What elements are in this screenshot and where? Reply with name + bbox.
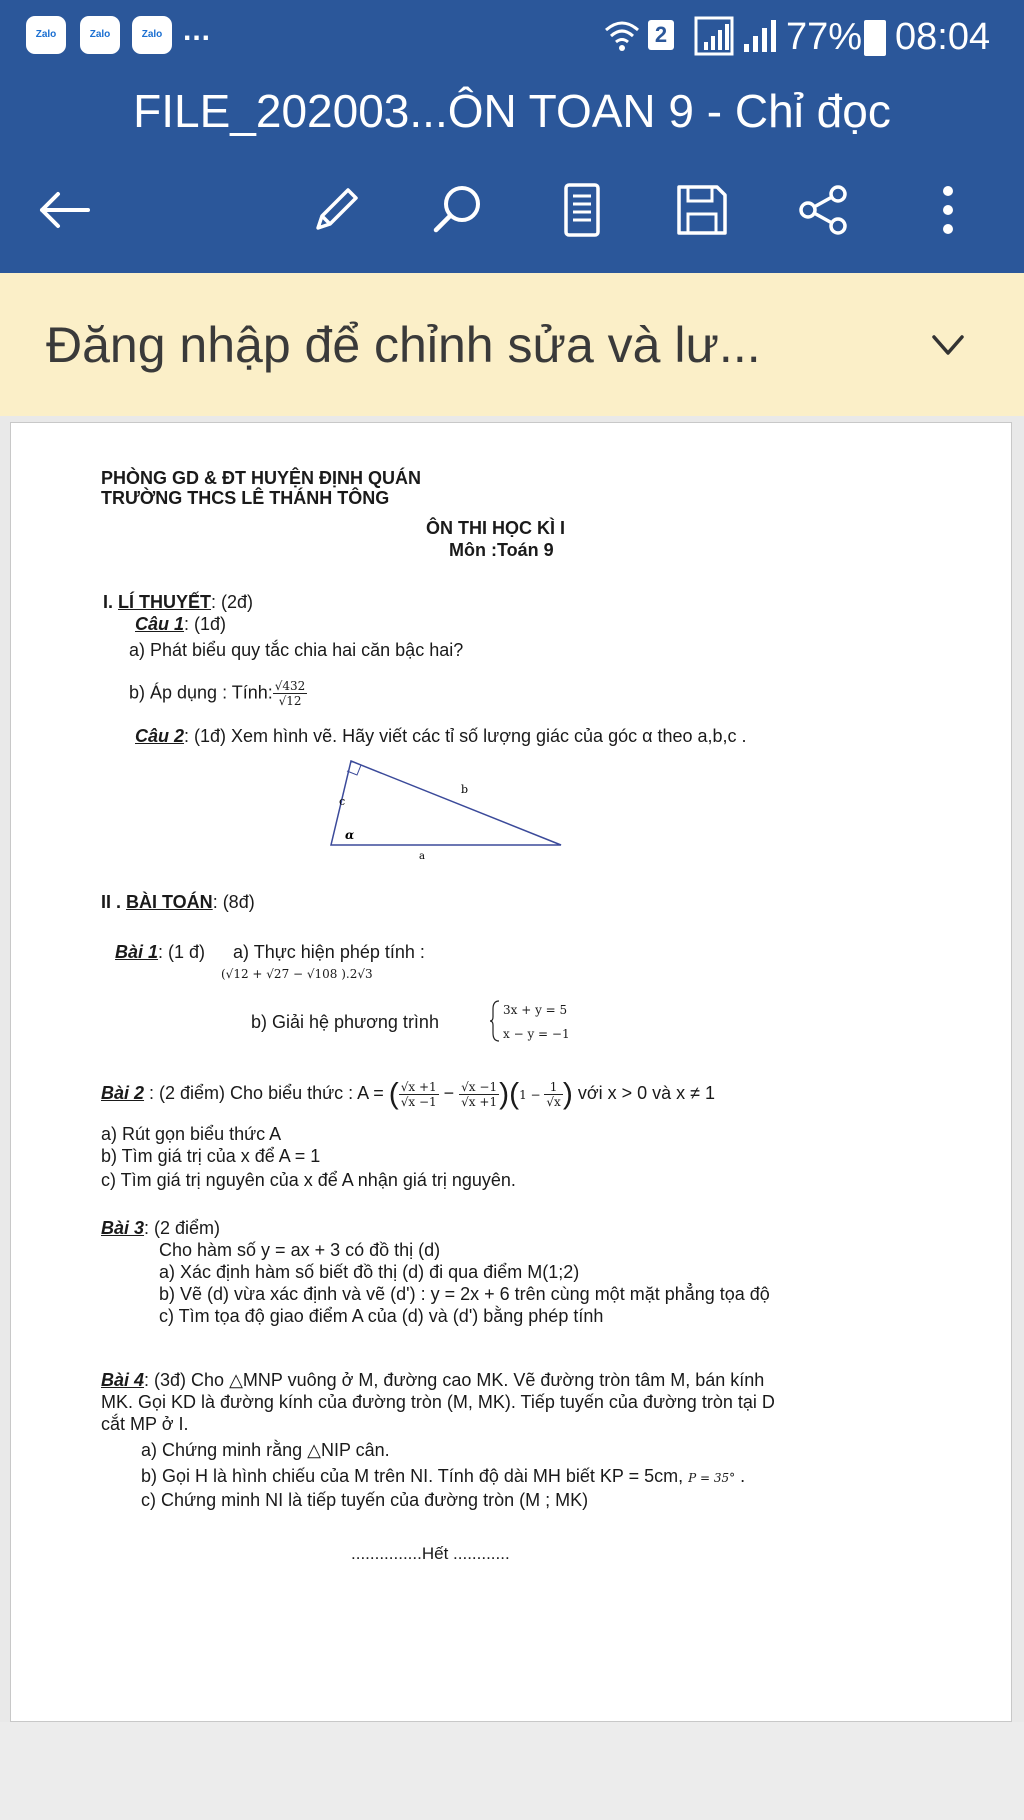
problem3-part-b: b) Vẽ (d) vừa xác định và vẽ (d') : y = 2x + 6 trên cùng một mặt phẳng tọa độ <box>159 1284 770 1304</box>
system-equation-1: 3x + y = 5 <box>503 1003 568 1017</box>
section2-points: : (8đ) <box>212 892 255 912</box>
more-vert-icon <box>938 182 958 238</box>
problem4-line-3: cắt MP ở I. <box>101 1414 189 1434</box>
section1-prefix: I. <box>103 592 119 612</box>
question1-fraction-numerator: √432 <box>274 679 306 693</box>
wifi-icon <box>604 18 640 54</box>
zalo-notification-icon: Zalo <box>80 16 120 54</box>
clock: 08:04 <box>895 16 991 58</box>
chevron-down-icon[interactable] <box>928 325 968 365</box>
fraction-1-numerator: √x +1 <box>400 1079 437 1094</box>
problem4-line-2: MK. Gọi KD là đường kính của đường tròn (M, MK). Tiếp tuyến của đường tròn tại D <box>101 1392 775 1412</box>
problem4-part-b-end: . <box>735 1466 746 1486</box>
school-name: TRƯỜNG THCS LÊ THÁNH TÔNG <box>101 488 390 508</box>
fraction-3-numerator: 1 <box>544 1080 562 1095</box>
problem3-intro: Cho hàm số y = ax + 3 có đồ thị (d) <box>159 1240 441 1260</box>
problem1-part-b: b) Giải hệ phương trình <box>251 1012 439 1032</box>
problem4-line-1 <box>101 1369 764 1391</box>
end-marker: ...............Hết ............ <box>351 1544 510 1563</box>
section1-heading <box>103 591 253 613</box>
question1-label: Câu 1 <box>135 614 185 634</box>
sign-in-banner-text: Đăng nhập để chỉnh sửa và lư... <box>46 317 761 373</box>
question1-fraction <box>273 679 308 708</box>
problem2-part-c: c) Tìm giá trị nguyên của x để A nhận giá trị nguyên. <box>101 1170 516 1190</box>
battery-percent: 77% <box>786 16 863 58</box>
problem2-fraction-1 <box>399 1080 439 1109</box>
problem3-part-c: c) Tìm tọa độ giao điểm A của (d) và (d') bằng phép tính <box>159 1306 604 1326</box>
back-arrow-icon <box>36 190 92 230</box>
battery-icon <box>864 20 886 56</box>
problem4-part-c: c) Chứng minh NI là tiếp tuyến của đường tròn (M ; MK) <box>141 1490 589 1510</box>
sign-in-banner[interactable] <box>0 273 1024 416</box>
problem2-fraction-2 <box>459 1080 499 1109</box>
section1-points: : (2đ) <box>211 592 254 612</box>
question1-fraction-denominator: √12 <box>278 694 302 708</box>
problem2-label: Bài 2 <box>101 1083 145 1103</box>
save-icon <box>674 182 730 238</box>
exam-subject: Môn :Toán 9 <box>449 540 554 560</box>
edit-button[interactable] <box>306 180 366 240</box>
fraction-1-denominator: √x −1 <box>400 1094 437 1109</box>
problem3-label: Bài 3 <box>101 1218 145 1238</box>
problem2-part-a: a) Rút gọn biểu thức A <box>101 1124 282 1144</box>
system-brace-icon <box>489 999 501 1043</box>
section2-title: BÀI TOÁN <box>126 892 213 912</box>
page-background-bottom <box>0 1722 1024 1820</box>
right-triangle-figure <box>311 753 571 863</box>
document-content <box>11 423 1013 1723</box>
pencil-icon <box>310 184 362 236</box>
fraction-2-numerator: √x −1 <box>461 1079 498 1094</box>
school-department: PHÒNG GD & ĐT HUYỆN ĐỊNH QUÁN <box>101 468 422 488</box>
problem1-label: Bài 1 <box>115 942 159 962</box>
problem4-part-b-text: b) Gọi H là hình chiếu của M trên NI. Tính độ dài MH biết KP = 5cm, <box>141 1466 684 1486</box>
exam-title: ÔN THI HỌC KÌ I <box>426 518 565 538</box>
fraction-2-denominator: √x +1 <box>461 1094 498 1109</box>
question1-part-b <box>129 679 307 708</box>
problem4-part-b <box>141 1465 745 1489</box>
problem4-angle: P = 35° <box>688 1471 736 1485</box>
zalo-notification-icon: Zalo <box>26 16 66 54</box>
status-bar <box>0 0 1024 75</box>
question2 <box>135 725 747 747</box>
search-icon <box>430 182 486 238</box>
reading-view-icon <box>562 182 602 238</box>
more-options-button[interactable] <box>918 180 978 240</box>
problem2-condition: với x > 0 và x ≠ 1 <box>577 1083 716 1103</box>
app-header <box>0 0 1024 273</box>
question1-heading <box>135 613 226 635</box>
reading-view-button[interactable] <box>552 180 612 240</box>
fraction-3-denominator: √x <box>546 1094 561 1109</box>
section2-prefix: II . <box>101 892 127 912</box>
signal-sim2-icon <box>742 16 778 56</box>
section1-title: LÍ THUYẾT <box>118 592 212 612</box>
problem2-fraction-3 <box>544 1080 562 1109</box>
problem4-part-a: a) Chứng minh rằng △NIP cân. <box>141 1440 390 1460</box>
problem1-heading <box>115 941 425 963</box>
side-a-label: a <box>419 851 425 862</box>
sim-indicator: 2 <box>648 20 674 50</box>
question2-text: : (1đ) Xem hình vẽ. Hãy viết các tỉ số lượng giác của góc α theo a,b,c . <box>184 726 747 746</box>
problem4-text-1: : (3đ) Cho △MNP vuông ở M, đường cao MK. Vẽ đường tròn tâm M, bán kính <box>144 1370 765 1390</box>
share-button[interactable] <box>794 180 854 240</box>
problem3-heading <box>101 1217 220 1239</box>
problem3-part-a: a) Xác định hàm số biết đồ thị (d) đi qua điểm M(1;2) <box>159 1262 580 1282</box>
more-notifications: ... <box>183 14 212 47</box>
problem4-label: Bài 4 <box>101 1370 145 1390</box>
zalo-notification-icon: Zalo <box>132 16 172 54</box>
problem1-points: : (1 đ) <box>158 942 206 962</box>
triangle-shape <box>331 761 561 845</box>
problem1-expression: (√12 + √27 − √108 ).2√3 <box>221 967 373 981</box>
side-b-label: b <box>461 783 469 796</box>
problem2-heading: Bài 2 : (2 điểm) Cho biểu thức : A = ( $\frac{√x +1}{√x -1}$ − $\frac{√x -1}{√x +1}$ )(1 − $\frac{1}{√x}$ ) với x > 0 và x ≠ 1 <box>101 1077 716 1111</box>
question1-points: : (1đ) <box>184 614 227 634</box>
share-icon <box>796 182 852 238</box>
section2-heading <box>101 891 255 913</box>
document-page[interactable] <box>10 422 1012 1722</box>
save-button[interactable] <box>672 180 732 240</box>
question1-part-b-text: b) Áp dụng : Tính: <box>129 682 273 703</box>
back-button[interactable] <box>34 180 94 240</box>
problem1-part-a: a) Thực hiện phép tính : <box>233 942 425 962</box>
document-title: FILE_202003...ÔN TOAN 9 - Chỉ đọc <box>133 85 891 137</box>
problem2-text: : (2 điểm) Cho biểu thức : A = <box>144 1083 384 1103</box>
search-button[interactable] <box>428 180 488 240</box>
alpha-label: α <box>345 828 355 842</box>
side-c-label: c <box>339 795 346 808</box>
toolbar <box>0 170 1024 250</box>
problem2-part-b: b) Tìm giá trị của x để A = 1 <box>101 1146 321 1166</box>
question2-label: Câu 2 <box>135 726 185 746</box>
signal-sim1-icon <box>694 16 734 56</box>
system-equation-2: x − y = −1 <box>503 1027 570 1041</box>
question1-part-a: a) Phát biểu quy tắc chia hai căn bậc hai? <box>129 640 464 660</box>
problem3-points: : (2 điểm) <box>144 1218 221 1238</box>
